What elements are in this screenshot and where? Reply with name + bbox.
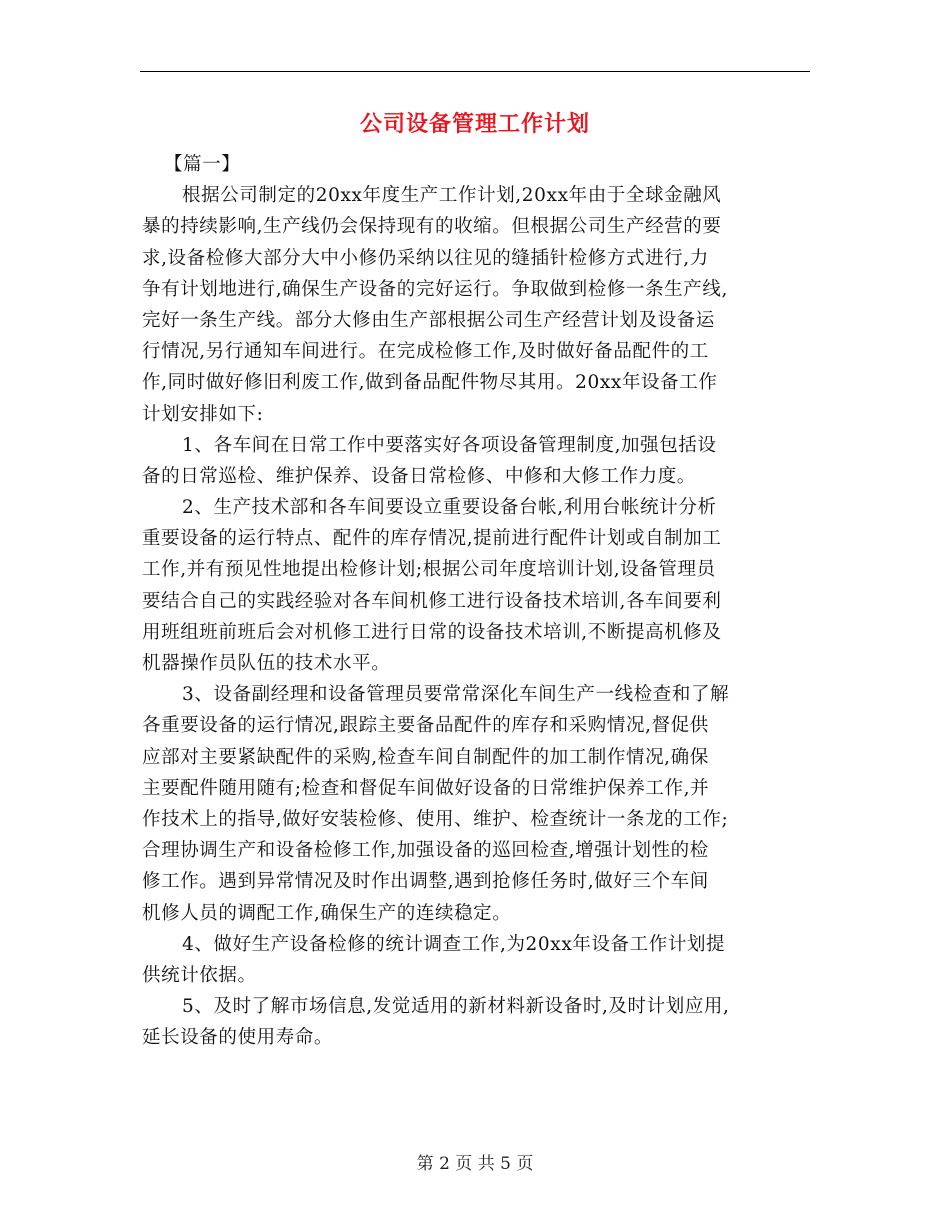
body-text-line: 重要设备的运行特点、配件的库存情况,提前进行配件计划或自制加工	[142, 528, 722, 550]
document-title: 公司设备管理工作计划	[359, 111, 590, 137]
body-text-line: 1、各车间在日常工作中要落实好各项设备管理制度,加强包括设	[182, 434, 717, 456]
body-text-line: 完好一条生产线。部分大修由生产部根据公司生产经营计划及设备运	[142, 309, 716, 331]
document-body	[142, 149, 810, 1053]
body-text-line: 应部对主要紧缺配件的采购,检查车间自制配件的加工制作情况,确保	[142, 746, 709, 768]
body-text-line: 4、做好生产设备检修的统计调查工作,为20xx年设备工作计划提	[182, 933, 726, 955]
body-text-line: 备的日常巡检、维护保养、设备日常检修、中修和大修工作力度。	[142, 465, 696, 487]
body-text-line: 作技术上的指导,做好安装检修、使用、维护、检查统计一条龙的工作;	[142, 808, 729, 830]
body-text-line: 求,设备检修大部分大中小修仍采纳以往见的缝插针检修方式进行,力	[142, 247, 709, 269]
body-text-line: 机器操作员队伍的技术水平。	[142, 653, 391, 674]
body-text-line: 计划安排如下:	[142, 403, 264, 425]
body-text-line: 延长设备的使用寿命。	[142, 1027, 334, 1049]
body-text-line: 2、生产技术部和各车间要设立重要设备台帐,利用台帐统计分析	[182, 497, 717, 519]
body-text-line: 3、设备副经理和设备管理员要常常深化车间生产一线检查和了解	[182, 684, 730, 706]
body-text-line: 暴的持续影响,生产线仍会保持现有的收缩。但根据公司生产经营的要	[142, 216, 722, 238]
body-text-line: 修工作。遇到异常情况及时作出调整,遇到抢修任务时,做好三个车间	[142, 871, 709, 893]
body-text-line: 根据公司制定的20xx年度生产工作计划,20xx年由于全球金融风	[182, 185, 722, 207]
header-rule	[140, 71, 810, 72]
body-text-line: 行情况,另行通知车间进行。在完成检修工作,及时做好备品配件的工	[142, 341, 709, 363]
body-text-line: 合理协调生产和设备检修工作,加强设备的巡回检查,增强计划性的检	[142, 840, 709, 862]
body-text-line: 机修人员的调配工作,确保生产的连续稳定。	[142, 902, 512, 924]
body-text-line: 要结合自己的实践经验对各车间机修工进行设备技术培训,各车间要利	[142, 590, 722, 612]
page-number-footer: 第 2 页 共 5 页	[416, 1154, 534, 1174]
body-text-line: 争有计划地进行,确保生产设备的完好运行。争取做到检修一条生产线,	[142, 278, 728, 300]
body-text-line: 用班组班前班后会对机修工进行日常的设备技术培训,不断提高机修及	[142, 621, 722, 643]
body-text-line: 主要配件随用随有;检查和督促车间做好设备的日常维护保养工作,并	[142, 777, 710, 799]
body-text-line: 各重要设备的运行情况,跟踪主要备品配件的库存和采购情况,督促供	[142, 715, 709, 737]
body-text-line: 工作,并有预见性地提出检修计划;根据公司年度培训计划,设备管理员	[142, 559, 716, 581]
body-text-line: 作,同时做好修旧利废工作,做到备品配件物尽其用。20xx年设备工作	[142, 372, 718, 394]
body-text-line: 5、及时了解市场信息,发觉适用的新材料新设备时,及时计划应用,	[182, 996, 730, 1018]
body-text-line: 供统计依据。	[142, 964, 257, 986]
section-heading: 【篇一】	[164, 154, 241, 175]
